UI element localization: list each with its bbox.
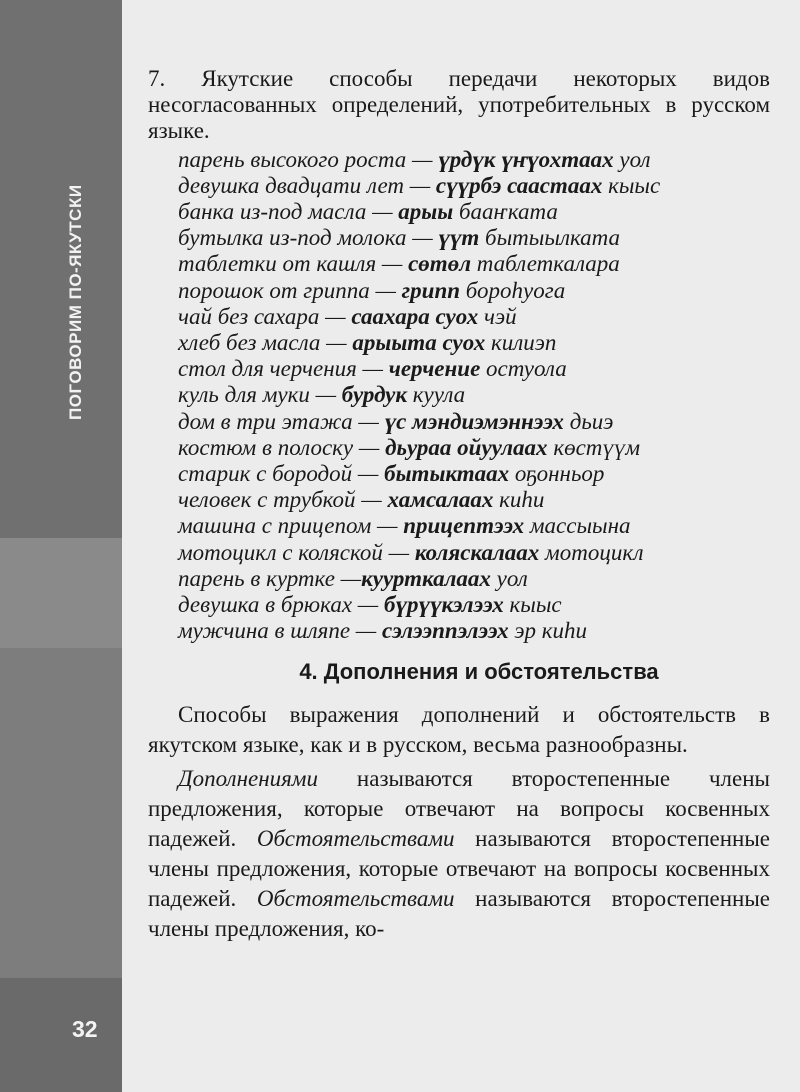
example-russian: чай без сахара — — [178, 303, 352, 329]
example-yakut-bold: черчение — [388, 356, 481, 382]
example-russian: хлеб без масла — — [178, 330, 353, 356]
example-russian: машина с прицепом — — [178, 513, 404, 539]
example-yakut-bold: прицептээх — [403, 513, 525, 539]
example-yakut-rest: дьиэ — [563, 408, 614, 434]
example-yakut-rest: таблеткалара — [471, 251, 620, 277]
example-russian: девушка двадцати лет — — [178, 172, 436, 198]
example-russian: стол для черчения — — [178, 356, 389, 382]
example-yakut-bold: арыы — [398, 199, 454, 225]
example-item — [178, 225, 770, 251]
example-yakut-rest: бытыылката — [479, 225, 621, 251]
section-heading: 4. Дополнения и обстоятельства — [299, 659, 659, 685]
example-item — [178, 278, 770, 304]
example-russian: таблетки от кашля — — [178, 251, 409, 277]
example-item — [178, 409, 770, 435]
example-item — [178, 199, 770, 225]
example-yakut-rest: мотоцикл — [539, 539, 644, 565]
example-yakut-bold: сөтөл — [408, 251, 471, 277]
definition-text-3: называются второстепенные члены предложения, ко- — [148, 886, 770, 942]
example-yakut-rest: оҕонньор — [509, 461, 605, 487]
example-item — [178, 173, 770, 199]
example-yakut-rest: массыына — [524, 513, 631, 539]
paragraph-intro: Способы выражения дополнений и обстоятельств в якутском языке, как и в русском, весьма разнообразны. — [148, 702, 770, 758]
example-yakut-bold: коляскалаах — [414, 539, 540, 565]
example-yakut-rest: көстүүм — [547, 434, 641, 460]
item-7-text: 7. Якутские способы передачи некоторых видов несогласованных определений, употребительных в русском языке. — [148, 66, 770, 144]
example-yakut-bold: бытыктаах — [384, 461, 510, 487]
example-yakut-rest: киһи — [493, 487, 545, 513]
example-yakut-bold: арыыта суох — [352, 330, 486, 356]
example-yakut-rest: кыыс — [602, 172, 661, 198]
example-item — [178, 382, 770, 408]
page-spine — [0, 0, 122, 1092]
example-russian: порошок от гриппа — — [178, 277, 402, 303]
example-russian: парень высокого роста — — [178, 146, 439, 172]
example-yakut-rest: эр киһи — [508, 618, 587, 644]
example-yakut-bold: сүүрбэ саастаах — [435, 172, 603, 198]
running-title: ПОГОВОРИМ ПО-ЯКУТСКИ — [66, 184, 85, 420]
page-number: 32 — [72, 1016, 98, 1042]
example-russian: мотоцикл с коляской — — [178, 539, 415, 565]
example-item — [178, 618, 770, 644]
example-item — [178, 487, 770, 513]
spine-band-top — [0, 0, 122, 538]
example-yakut-bold: дьураа ойуулаах — [385, 434, 548, 460]
example-item — [178, 330, 770, 356]
example-item — [178, 147, 770, 173]
example-item — [178, 356, 770, 382]
example-yakut-rest: уол — [490, 565, 528, 591]
term-obstoyatelstva-1: Обстоятельствами — [256, 826, 455, 852]
example-russian: мужчина в шляпе — — [178, 618, 383, 644]
example-yakut-rest: куула — [407, 382, 466, 408]
example-yakut-rest: бороһуога — [460, 277, 566, 303]
definition-text-1: называются второстепенные члены предложения, которые отвечают на вопросы косвенных падежей. — [148, 766, 770, 852]
page-content — [148, 66, 770, 944]
example-russian: дом в три этажа — — [178, 408, 385, 434]
example-yakut-bold: үс мэндиэмэннээх — [384, 408, 564, 434]
paragraph-definitions — [148, 764, 770, 944]
example-yakut-rest: кыыс — [503, 592, 562, 618]
example-yakut-bold: куурткалаах — [361, 565, 491, 591]
spine-band-bottom — [0, 978, 122, 1092]
example-item — [178, 592, 770, 618]
example-russian: старик с бородой — — [178, 461, 385, 487]
example-yakut-bold: саахара суох — [351, 303, 479, 329]
example-yakut-bold: хамсалаах — [387, 487, 494, 513]
example-russian: костюм в полоску — — [178, 434, 386, 460]
example-yakut-rest: килиэп — [485, 330, 557, 356]
term-dopolneniya: Дополнениями — [178, 766, 318, 792]
example-yakut-rest: бааҥката — [453, 199, 558, 225]
spine-band-middle — [0, 538, 122, 648]
example-yakut-rest: уол — [613, 146, 651, 172]
example-list — [178, 147, 770, 645]
term-obstoyatelstva-2: Обстоятельствами — [256, 886, 455, 912]
example-item — [178, 461, 770, 487]
example-item — [178, 513, 770, 539]
example-russian: банка из-под масла — — [178, 199, 399, 225]
example-yakut-bold: бүрүүкэлээх — [383, 592, 504, 618]
example-russian: куль для муки — — [178, 382, 342, 408]
example-item — [178, 251, 770, 277]
example-item — [178, 435, 770, 461]
example-yakut-rest: чэй — [478, 303, 517, 329]
example-yakut-bold: сэлээппэлээх — [382, 618, 509, 644]
example-russian: парень в куртке — — [178, 565, 362, 591]
example-yakut-bold: грипп — [401, 277, 461, 303]
example-yakut-rest: остуола — [480, 356, 567, 382]
example-item — [178, 566, 770, 592]
example-item — [178, 540, 770, 566]
spine-band-lower — [0, 648, 122, 978]
example-russian: человек с трубкой — — [178, 487, 388, 513]
definition-text-2: называются второстепенные члены предложения, которые отвечают на вопросы косвенных падежей. — [148, 826, 770, 912]
example-item — [178, 304, 770, 330]
example-yakut-bold: үрдүк үҥүохтаах — [438, 146, 614, 172]
example-yakut-bold: үүт — [438, 225, 480, 251]
example-russian: бутылка из-под молока — — [178, 225, 439, 251]
example-yakut-bold: бурдук — [341, 382, 408, 408]
example-russian: девушка в брюках — — [178, 592, 384, 618]
